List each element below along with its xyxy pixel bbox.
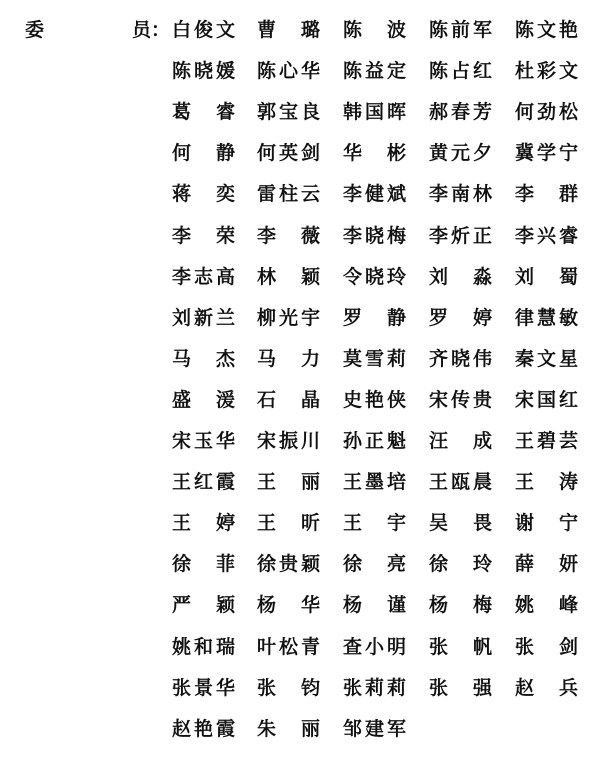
member-name: 杨 华	[257, 594, 320, 617]
member-name: 秦 文 星	[515, 347, 578, 370]
member-name: 曹 璐	[257, 19, 320, 41]
member-name: 陈 晓 媛	[172, 60, 235, 83]
member-name: 令 晓 玲	[343, 265, 406, 288]
member-name: 宋 玉 华	[172, 430, 235, 452]
member-name: 莫 雪 莉	[343, 347, 406, 370]
member-name: 何 静	[172, 142, 235, 165]
member-name: 罗 婷	[429, 306, 492, 329]
member-name: 马 力	[257, 347, 320, 370]
member-name: 石 晶	[257, 388, 320, 411]
member-name: 林 颖	[257, 265, 320, 288]
member-name: 王 昕	[257, 512, 320, 535]
member-name: 蒋 奕	[172, 183, 235, 206]
member-name: 刘 淼	[429, 265, 492, 288]
member-name: 李 炘 正	[429, 224, 492, 247]
member-name: 王 婷	[172, 512, 235, 535]
member-name: 张 钧	[257, 676, 320, 699]
member-name: 李 晓 梅	[343, 224, 406, 247]
member-name: 罗 静	[343, 306, 406, 329]
member-name: 徐 贵 颖	[257, 553, 320, 576]
member-name: 吴 畏	[429, 512, 492, 535]
member-name: 杨 谨	[343, 594, 406, 617]
member-name: 邹 建 军	[343, 717, 406, 740]
member-name: 宋 国 红	[515, 388, 578, 411]
member-name: 李 志 高	[172, 265, 235, 288]
member-name: 徐 菲	[172, 553, 235, 576]
member-name: 律 慧 敏	[515, 306, 578, 329]
member-name: 王 碧 芸	[515, 430, 578, 452]
member-name: 黄 元 夕	[429, 142, 492, 165]
member-name: 刘 新 兰	[172, 306, 235, 329]
member-name: 何 英 剑	[257, 142, 320, 165]
role-label-left: 委	[25, 19, 45, 41]
member-name: 郝 春 芳	[429, 101, 492, 124]
member-name: 陈 占 红	[429, 60, 492, 83]
member-name: 宋 传 贵	[429, 388, 492, 411]
member-name: 齐 晓 伟	[429, 347, 492, 370]
member-name: 陈 心 华	[257, 60, 320, 83]
member-name: 严 颖	[172, 594, 235, 617]
member-name: 李 群	[515, 183, 578, 206]
member-name: 王 宇	[343, 512, 406, 535]
member-name: 王 红 霞	[172, 471, 235, 494]
member-name: 姚 和 瑞	[172, 635, 235, 658]
member-name: 王 丽	[257, 471, 320, 494]
member-name: 张 剑	[515, 635, 578, 658]
member-name: 李 健 斌	[343, 183, 406, 206]
member-name: 谢 宁	[515, 512, 578, 535]
member-name: 王 涛	[515, 471, 578, 494]
member-name: 查 小 明	[343, 635, 406, 658]
member-name: 韩 国 晖	[343, 101, 406, 124]
member-name: 杨 梅	[429, 594, 492, 617]
member-name: 李 薇	[257, 224, 320, 247]
member-name: 雷 柱 云	[257, 183, 320, 206]
member-name: 薛 妍	[515, 553, 578, 576]
member-name: 马 杰	[172, 347, 235, 370]
member-name: 徐 亮	[343, 553, 406, 576]
member-name: 柳 光 宇	[257, 306, 320, 329]
member-name: 李 荣	[172, 224, 235, 247]
member-name: 何 劲 松	[515, 101, 578, 124]
member-name: 张 强	[429, 676, 492, 699]
member-name: 白 俊 文	[172, 19, 235, 41]
member-name: 张 莉 莉	[343, 676, 406, 699]
member-name: 盛 湲	[172, 388, 235, 411]
member-name: 李 南 林	[429, 183, 492, 206]
member-name: 朱 丽	[257, 717, 320, 740]
member-name: 王 墨 培	[343, 471, 406, 494]
member-name: 孙 正 魁	[343, 430, 406, 452]
member-name: 杜 彩 文	[515, 60, 578, 83]
member-name: 陈 波	[343, 19, 406, 41]
member-name: 陈 前 军	[429, 19, 492, 41]
member-name: 刘 蜀	[515, 265, 578, 288]
member-name: 郭 宝 良	[257, 101, 320, 124]
member-name: 冀 学 宁	[515, 142, 578, 165]
member-name: 赵 兵	[515, 676, 578, 699]
member-name: 李 兴 睿	[515, 224, 578, 247]
member-name: 王 瓯 晨	[429, 471, 492, 494]
member-name: 姚 峰	[515, 594, 578, 617]
member-name: 葛 睿	[172, 101, 235, 124]
role-label-right: 员：	[132, 19, 171, 41]
member-name: 陈 益 定	[343, 60, 406, 83]
member-name: 陈 文 艳	[515, 19, 578, 41]
member-name: 赵 艳 霞	[172, 717, 235, 740]
member-name: 汪 成	[429, 430, 492, 452]
member-name: 史 艳 侠	[343, 388, 406, 411]
member-name: 张 帆	[429, 635, 492, 658]
member-name: 叶 松 青	[257, 635, 320, 658]
member-name: 张 景 华	[172, 676, 235, 699]
member-name: 徐 玲	[429, 553, 492, 576]
member-name: 华 彬	[343, 142, 406, 165]
member-name: 宋 振 川	[257, 430, 320, 452]
